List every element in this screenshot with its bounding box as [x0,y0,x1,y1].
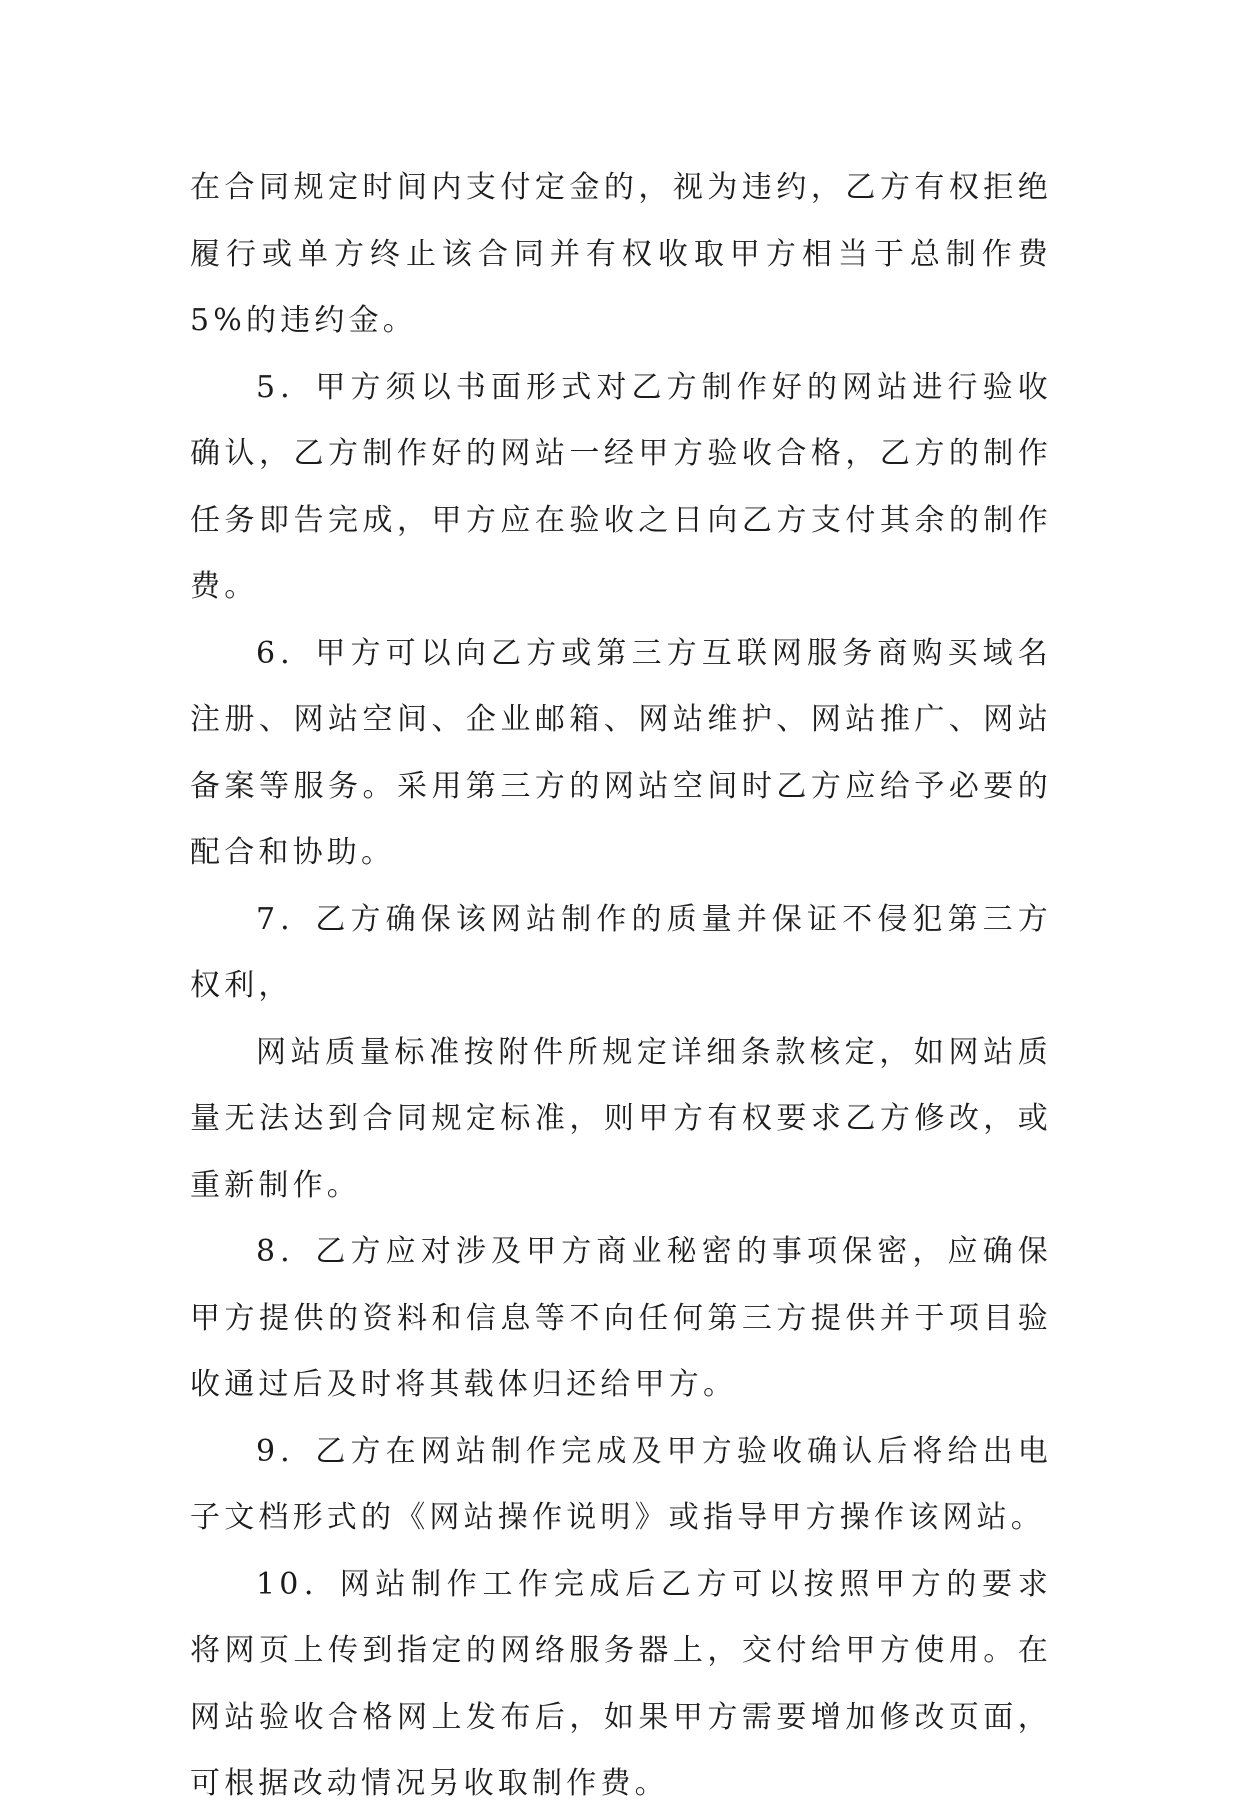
paragraph-clause-5: 5．甲方须以书面形式对乙方制作好的网站进行验收确认，乙方制作好的网站一经甲方验收合格，乙方的制作任务即告完成，甲方应在验收之日向乙方支付其余的制作费。 [190,369,1052,604]
document-body [190,155,1052,1818]
paragraph-penalty-clause: 在合同规定时间内支付定金的，视为违约，乙方有权拒绝履行或单方终止该合同并有权收取甲方相当于总制作费5%的违约金。 [190,170,1052,338]
paragraph-quality-standard: 网站质量标准按附件所规定详细条款核定，如网站质量无法达到合同规定标准，则甲方有权要求乙方修改，或重新制作。 [190,1034,1052,1203]
paragraph-clause-6: 6．甲方可以向乙方或第三方互联网服务商购买域名注册、网站空间、企业邮箱、网站维护、网站推广、网站备案等服务。采用第三方的网站空间时乙方应给予必要的配合和协助。 [190,635,1052,870]
paragraph-clause-10: 10．网站制作工作完成后乙方可以按照甲方的要求将网页上传到指定的网络服务器上，交付给甲方使用。在网站验收合格网上发布后，如果甲方需要增加修改页面，可根据改动情况另收取制作费。 [190,1566,1052,1801]
paragraph-clause-8: 8．乙方应对涉及甲方商业秘密的事项保密，应确保甲方提供的资料和信息等不向任何第三方提供并于项目验收通过后及时将其载体归还给甲方。 [190,1234,1052,1402]
paragraph-clause-7: 7．乙方确保该网站制作的质量并保证不侵犯第三方权利， [190,901,1052,1003]
paragraph-clause-9: 9．乙方在网站制作完成及甲方验收确认后将给出电子文档形式的《网站操作说明》或指导甲方操作该网站。 [190,1433,1052,1535]
